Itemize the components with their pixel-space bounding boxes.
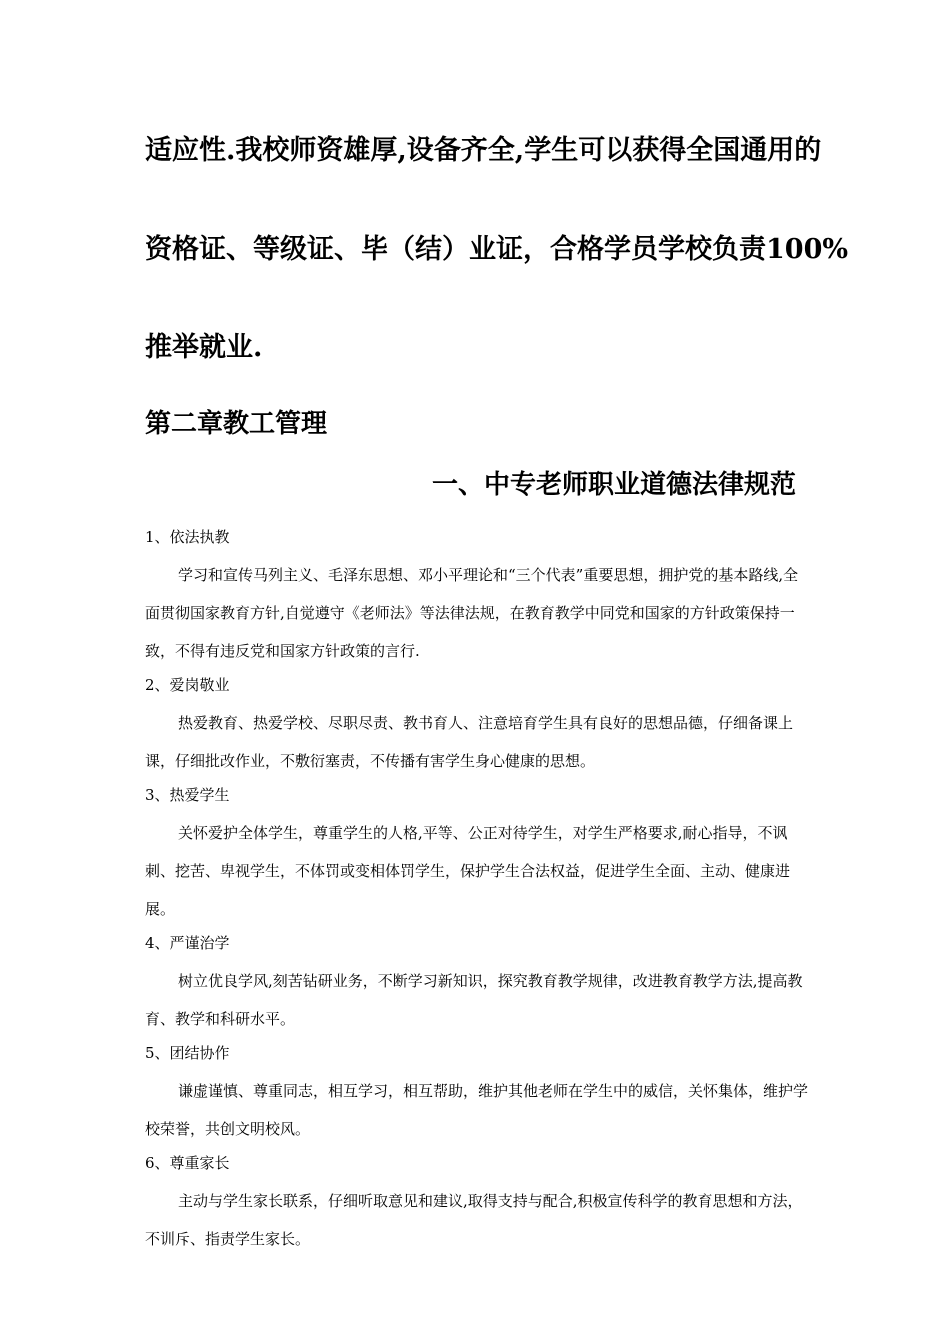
regulation-item (145, 524, 810, 670)
item-title: 4、严谨治学 (145, 934, 230, 952)
regulation-item (145, 782, 810, 928)
item-title: 5、团结协作 (145, 1044, 230, 1062)
intro-line-2: 资格证、等级证、毕（结）业证，合格学员学校负责100% (145, 234, 849, 265)
regulation-item (145, 1040, 810, 1148)
item-title: 6、尊重家长 (145, 1154, 230, 1172)
item-title: 3、热爱学生 (145, 786, 230, 804)
section-title: 一、中专老师职业道德法律规范 (431, 470, 796, 500)
item-body: 主动与学生家长联系，仔细听取意见和建议,取得支持与配合,积极宣传科学的教育思想和方法，不训斥、指责学生家长。 (145, 1192, 803, 1248)
item-title: 2、爱岗敬业 (145, 676, 230, 694)
regulation-item (145, 1150, 810, 1258)
item-body: 谦虚谨慎、尊重同志，相互学习，相互帮助，维护其他老师在学生中的威信，关怀集体，维护学校荣誉，共创文明校风。 (145, 1082, 809, 1138)
intro-line-1: 适应性.我校师资雄厚,设备齐全,学生可以获得全国通用的 (145, 135, 822, 166)
regulation-item (145, 672, 810, 780)
item-body: 热爱教育、热爱学校、尽职尽责、教书育人、注意培育学生具有良好的思想品德，仔细备课上课，仔细批改作业，不敷衍塞责，不传播有害学生身心健康的思想。 (145, 714, 794, 770)
intro-line-3: 推举就业. (145, 332, 263, 363)
item-body: 树立优良学风,刻苦钻研业务，不断学习新知识，探究教育教学规律，改进教育教学方法,提高教育、教学和科研水平。 (145, 972, 803, 1028)
item-body: 关怀爱护全体学生，尊重学生的人格,平等、公正对待学生，对学生严格要求,耐心指导，不讽刺、挖苦、卑视学生，不体罚或变相体罚学生，保护学生合法权益，促进学生全面、主动、健康进展。 (145, 824, 791, 918)
regulation-list (145, 524, 810, 1260)
regulation-item (145, 930, 810, 1038)
item-title: 1、依法执教 (145, 528, 230, 546)
chapter-title: 第二章教工管理 (145, 409, 328, 439)
item-body: 学习和宣传马列主义、毛泽东思想、邓小平理论和“三个代表”重要思想，拥护党的基本路线,全面贯彻国家教育方针,自觉遵守《老师法》等法律法规，在教育教学中同党和国家的方针政策保持一致，不得有违反党和国家方针政策的言行. (145, 566, 799, 660)
